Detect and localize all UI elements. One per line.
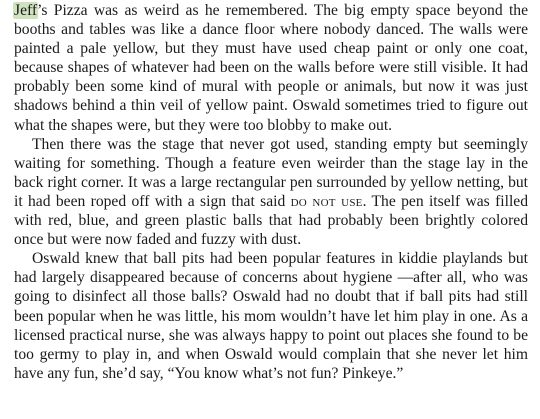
paragraph-2 (14, 135, 528, 250)
sign-text: do not use (290, 192, 363, 210)
book-page (14, 1, 528, 383)
paragraph-3 (14, 249, 528, 383)
paragraph-2-text-before: Then there was the stage that never got used, standing empty but seemingly waiting for something. Though a feature even weirder than the stage lay in the back right corner. It was a large rectangular pen surrounded by yellow netting, but it had been roped off with a sign that said (14, 135, 528, 210)
paragraph-3-text: Oswald knew that ball pits had been popular features in kiddie playlands but had largely disappeared because of concerns about hygiene —after all, who was going to disinfect all those balls? Oswald had no doubt that if ball pits had still been popular when he was little, his mom wouldn’t have let him play in one. As a licensed practical nurse, she was always happy to point out places she found to be too germy to play in, and when Oswald would complain that she never let him have any fun, she’d say, “You know what’s not fun? Pinkeye.” (14, 250, 528, 382)
paragraph-1 (14, 1, 528, 135)
paragraph-2-text-after: . The pen itself was filled with red, blue, and green plastic balls that had probably been brightly colored once but were now faded and fuzzy with dust. (14, 192, 528, 249)
highlighted-word[interactable]: Jeff (14, 2, 38, 19)
paragraph-1-text: ’s Pizza was as weird as he remembered. The big empty space beyond the booths and tables was like a dance floor where nobody danced. The walls were painted a pale yellow, but they must have used cheap paint or only one coat, because shapes of whatever had been on the walls before were still visible. It had probably been some kind of mural with people or animals, but now it was just shadows behind a thin veil of yellow paint. Oswald sometimes tried to figure out what the shapes were, but they were too blobby to make out. (14, 2, 528, 134)
